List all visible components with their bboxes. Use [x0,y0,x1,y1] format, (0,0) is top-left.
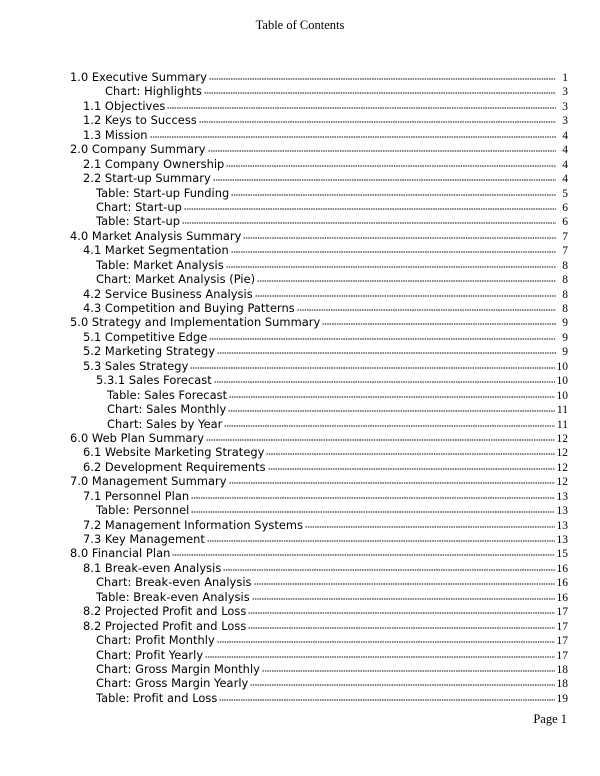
toc-entry-page-number: 8 [562,303,568,315]
toc-entry-title: Chart: Sales by Year [107,416,223,431]
toc-entry-page-number: 9 [562,331,568,344]
toc-entry[interactable] [70,258,568,272]
toc-entry-page-number: 16 [556,591,568,604]
toc-entry-title: Table: Profit and Loss [96,690,218,705]
toc-entry-page-number: 15 [556,548,568,561]
toc-entry-page-number: 10 [556,360,568,373]
toc-entry-page-number: 18 [556,663,568,676]
toc-entry-title: 4.2 Service Business Analysis [83,286,253,301]
toc-entry-title: 2.0 Company Summary [70,142,206,157]
toc-entry-title: 5.2 Marketing Strategy [83,344,216,359]
dot-leader [219,691,554,701]
dot-leader [226,157,556,167]
toc-entry[interactable] [70,546,568,560]
toc-entry-title: Table: Start-up [96,214,181,229]
dot-leader [257,272,556,282]
toc-entry-title: 5.1 Competitive Edge [83,329,208,344]
toc-entry-page-number: 18 [556,678,568,691]
toc-entry-page-number: 16 [556,562,568,575]
dot-leader [231,243,556,253]
toc-entry-title: Chart: Profit Yearly [96,647,204,662]
toc-entry-title: 8.0 Financial Plan [70,546,171,561]
dot-leader [224,417,555,427]
dot-leader [255,287,556,297]
toc-entry[interactable] [70,243,568,257]
toc-entry[interactable] [70,619,568,633]
toc-entry-page-number: 12 [556,461,568,474]
toc-entry-title: 1.2 Keys to Success [83,113,197,128]
dot-leader [229,474,555,484]
toc-entry-page-number: 9 [562,317,568,330]
toc-entry[interactable] [70,330,568,344]
dot-leader [209,70,556,80]
dot-leader [172,546,554,556]
toc-entry-title: Table: Sales Forecast [107,387,228,402]
toc-entry-title: 1.1 Objectives [83,98,166,113]
toc-entry-title: 2.1 Company Ownership [83,156,225,171]
toc-entry-page-number: 17 [556,635,568,648]
toc-entry-page-number: 17 [556,620,568,633]
dot-leader [208,142,556,152]
toc-entry[interactable] [70,359,568,373]
dot-leader [209,330,556,340]
toc-entry-title: Chart: Gross Margin Yearly [96,676,249,691]
toc-entry-title: Chart: Highlights [105,84,202,99]
toc-entry-page-number: 10 [556,389,568,402]
toc-entry[interactable] [70,287,568,301]
toc-entry[interactable] [70,171,568,185]
toc-entry[interactable] [70,315,568,329]
toc-entry[interactable] [70,691,568,705]
toc-entry-title: Chart: Gross Margin Monthly [96,661,260,676]
toc-entry-title: Chart: Profit Monthly [96,633,215,648]
toc-entry[interactable] [70,460,568,474]
toc-entry-title: 7.3 Key Management [83,532,205,546]
toc-entry[interactable] [70,431,568,445]
toc-entry-title: 2.2 Start-up Summary [83,171,211,186]
toc-entry-page-number: 10 [556,375,568,388]
toc-entry-title: 7.2 Management Information Systems [83,517,304,532]
toc-entry-page-number: 3 [562,115,568,128]
toc-entry-title: 5.3.1 Sales Forecast [96,373,212,388]
toc-entry-title: Table: Market Analysis [96,257,224,272]
toc-entry[interactable] [70,518,568,532]
toc-entry[interactable] [70,186,568,200]
dot-leader [217,633,555,643]
toc-entry-page-number: 4 [562,144,568,157]
toc-entry-page-number: 17 [556,606,568,619]
toc-entry-title: Table: Personnel [96,503,190,518]
dot-leader [204,84,556,94]
toc-entry[interactable] [70,590,568,604]
toc-entry-page-number: 16 [556,577,568,590]
toc-entry-page-number: 4 [562,158,568,171]
toc-entry-page-number: 13 [556,519,568,532]
dot-leader [254,575,555,585]
toc-entry[interactable] [70,417,568,431]
toc-entry-page-number: 11 [556,404,568,417]
dot-leader [262,662,555,672]
toc-entry-page-number: 13 [556,505,568,518]
toc-entry[interactable] [70,200,568,214]
toc-entry-title: 5.3 Sales Strategy [83,358,189,373]
dot-leader [252,590,555,600]
toc-entry[interactable] [70,445,568,459]
toc-entry-page-number: 8 [562,288,568,301]
toc-entry[interactable] [70,489,568,503]
toc-entry-title: 8.2 Projected Profit and Loss [83,604,247,619]
toc-entry-page-number: 12 [556,447,568,460]
toc-entry[interactable] [70,662,568,676]
toc-entry-page-number: 6 [562,201,568,214]
dot-leader [305,518,554,528]
toc-entry-page-number: 7 [562,230,568,243]
toc-entry-title: 1.0 Executive Summary [70,70,207,84]
toc-entry-title: Table: Start-up Funding [96,185,230,200]
toc-entry[interactable] [70,99,568,113]
dot-leader [213,171,556,181]
dot-leader [199,113,556,123]
toc-entry[interactable] [70,373,568,387]
toc-entry-page-number: 6 [562,216,568,229]
toc-entry[interactable] [70,157,568,171]
toc-entry-title: Chart: Sales Monthly [107,402,227,417]
toc-entry-title: 1.3 Mission [83,127,148,142]
dot-leader [243,229,556,239]
toc-entry-title: 6.1 Website Marketing Strategy [83,445,265,460]
toc-entry-title: 4.0 Market Analysis Summary [70,228,242,243]
toc-entry[interactable] [70,344,568,358]
toc-entry-title: 6.0 Web Plan Summary [70,430,205,445]
toc-entry[interactable] [70,113,568,127]
toc-entry[interactable] [70,561,568,575]
dot-leader [266,445,554,455]
dot-leader [207,532,555,542]
toc-entry[interactable] [70,604,568,618]
toc-entry-title: 6.2 Development Requirements [83,459,266,474]
toc-entry[interactable] [70,676,568,690]
toc-entry[interactable] [70,532,568,546]
toc-entry-page-number: 9 [562,346,568,359]
dot-leader [223,561,554,571]
dot-leader [268,460,555,470]
dot-leader [248,619,554,629]
toc-entry[interactable] [70,142,568,156]
dot-leader [206,431,554,441]
toc-entry[interactable] [70,272,568,286]
dot-leader [184,200,556,210]
dot-leader [205,648,554,658]
dot-leader [250,676,554,686]
toc-entry-page-number: 5 [562,187,568,200]
toc-entry-title: 8.1 Break-even Analysis [83,560,222,575]
toc-entry[interactable] [70,503,568,517]
toc-entry-title: Chart: Market Analysis (Pie) [96,272,256,287]
toc-entry-page-number: 17 [556,649,568,662]
toc-entry[interactable] [70,214,568,228]
dot-leader [231,186,556,196]
dot-leader [190,359,554,369]
toc-entry-title: Chart: Start-up [96,199,182,214]
toc-entry-page-number: 1 [562,72,568,84]
toc-entry[interactable] [70,70,568,84]
toc-entry[interactable] [70,648,568,662]
toc-entry-page-number: 12 [556,432,568,445]
dot-leader [167,99,556,109]
toc-entry-title: Chart: Break-even Analysis [96,575,252,590]
toc-entry-title: 8.2 Projected Profit and Loss [83,618,247,633]
dot-leader [297,301,556,311]
toc-entry-page-number: 7 [562,245,568,258]
toc-entry-page-number: 3 [562,86,568,99]
toc-entry-page-number: 8 [562,274,568,287]
dot-leader [191,503,554,513]
dot-leader [191,489,554,499]
toc-entry-title: 4.3 Competition and Buying Patterns [83,301,295,315]
toc-entry-title: 5.0 Strategy and Implementation Summary [70,315,321,330]
toc-entry[interactable] [70,301,568,315]
dot-leader [228,402,555,412]
dot-leader [248,604,554,614]
toc-entry[interactable] [70,84,568,98]
toc-entry-page-number: 4 [562,129,568,142]
dot-leader [229,388,554,398]
toc-entry-page-number: 11 [556,418,568,431]
dot-leader [150,128,557,138]
dot-leader [217,344,556,354]
toc-entry-page-number: 13 [556,490,568,503]
table-of-contents [70,70,568,705]
toc-entry[interactable] [70,128,568,142]
toc-entry[interactable] [70,402,568,416]
dot-leader [322,315,556,325]
toc-entry-page-number: 13 [556,534,568,546]
toc-entry-page-number: 4 [562,173,568,186]
dot-leader [182,214,556,224]
toc-entry[interactable] [70,575,568,589]
toc-entry[interactable] [70,474,568,488]
toc-entry-title: Table: Break-even Analysis [96,589,250,604]
page-title: Table of Contents [255,18,345,32]
toc-entry-page-number: 12 [556,476,568,489]
toc-entry-page-number: 19 [556,692,568,705]
toc-entry-page-number: 8 [562,259,568,272]
toc-entry-title: 4.1 Market Segmentation [83,243,229,258]
toc-entry[interactable] [70,633,568,647]
toc-entry-title: 7.1 Personnel Plan [83,488,190,503]
toc-entry[interactable] [70,388,568,402]
toc-entry-title: 7.0 Management Summary [70,474,227,489]
dot-leader [214,373,555,383]
toc-entry[interactable] [70,229,568,243]
toc-entry-page-number: 3 [562,100,568,113]
page-number: Page 1 [533,712,567,726]
dot-leader [226,258,556,268]
